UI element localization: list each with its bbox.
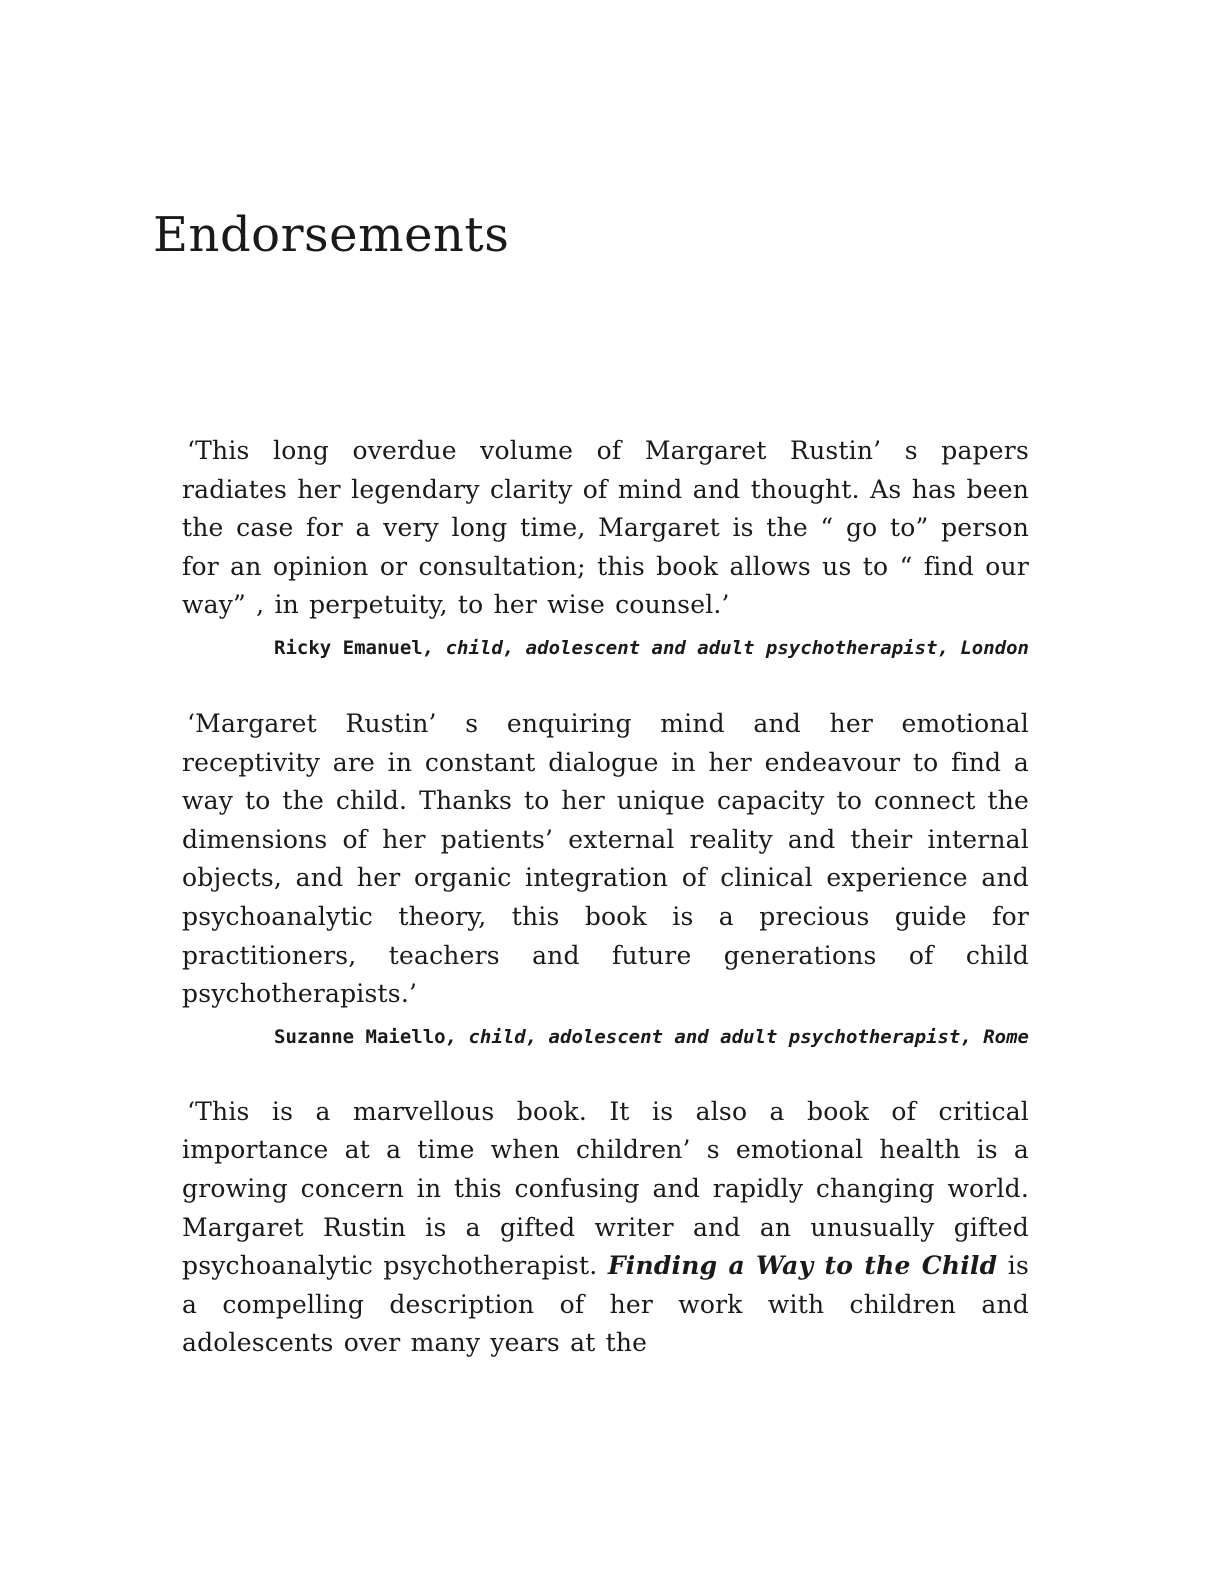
endorsement-quote bbox=[182, 1093, 1029, 1363]
endorsement-quote: ‘This long overdue volume of Margaret Rustin’ s papers radiates her legendary clarity of mind and thought. As has been the case for a very long time, Margaret is the “ go to” person for an opinion or consultation; this book allows us to “ find our way” , in perpetuity, to her wise counsel.’ bbox=[182, 436, 1029, 620]
endorsement-item bbox=[182, 705, 1029, 1050]
endorser-role: , child, adolescent and adult psychotherapist, London bbox=[422, 636, 1029, 659]
endorsement-item bbox=[182, 1093, 1029, 1363]
endorsement-quote: ‘Margaret Rustin’ s enquiring mind and her emotional receptivity are in constant dialogue in her endeavour to find a way to the child. Thanks to her unique capacity to connect the dimensions of her patients’ external reality and their internal objects, and her organic integration of clinical experience and psychoanalytic theory, this book is a precious guide for practitioners, teachers and future generations of child psychotherapists.’ bbox=[182, 708, 1029, 1009]
endorser-name: Ricky Emanuel bbox=[274, 636, 423, 659]
endorser-name: Suzanne Maiello bbox=[274, 1025, 446, 1048]
quote-text-before: ‘This is a marvellous book. It is also a book of critical importance at a time when children’ s emotional health is a growing concern in this confusing and rapidly changing world. Margaret Rustin is a gifted writer and an unusually gifted psychoanalytic psychotherapist. bbox=[182, 1096, 1029, 1281]
quote-text-after: is a compelling description of her work with children and adolescents over many years at the bbox=[182, 1251, 1029, 1358]
book-title: Finding a Way to the Child bbox=[607, 1251, 998, 1281]
endorsement-attribution bbox=[182, 635, 1029, 661]
endorsements-list bbox=[182, 432, 1029, 1363]
page-title: Endorsements bbox=[153, 207, 510, 263]
endorsement-item bbox=[182, 432, 1029, 661]
endorser-role: , child, adolescent and adult psychotherapist, Rome bbox=[445, 1025, 1029, 1048]
endorsement-attribution bbox=[182, 1024, 1029, 1050]
